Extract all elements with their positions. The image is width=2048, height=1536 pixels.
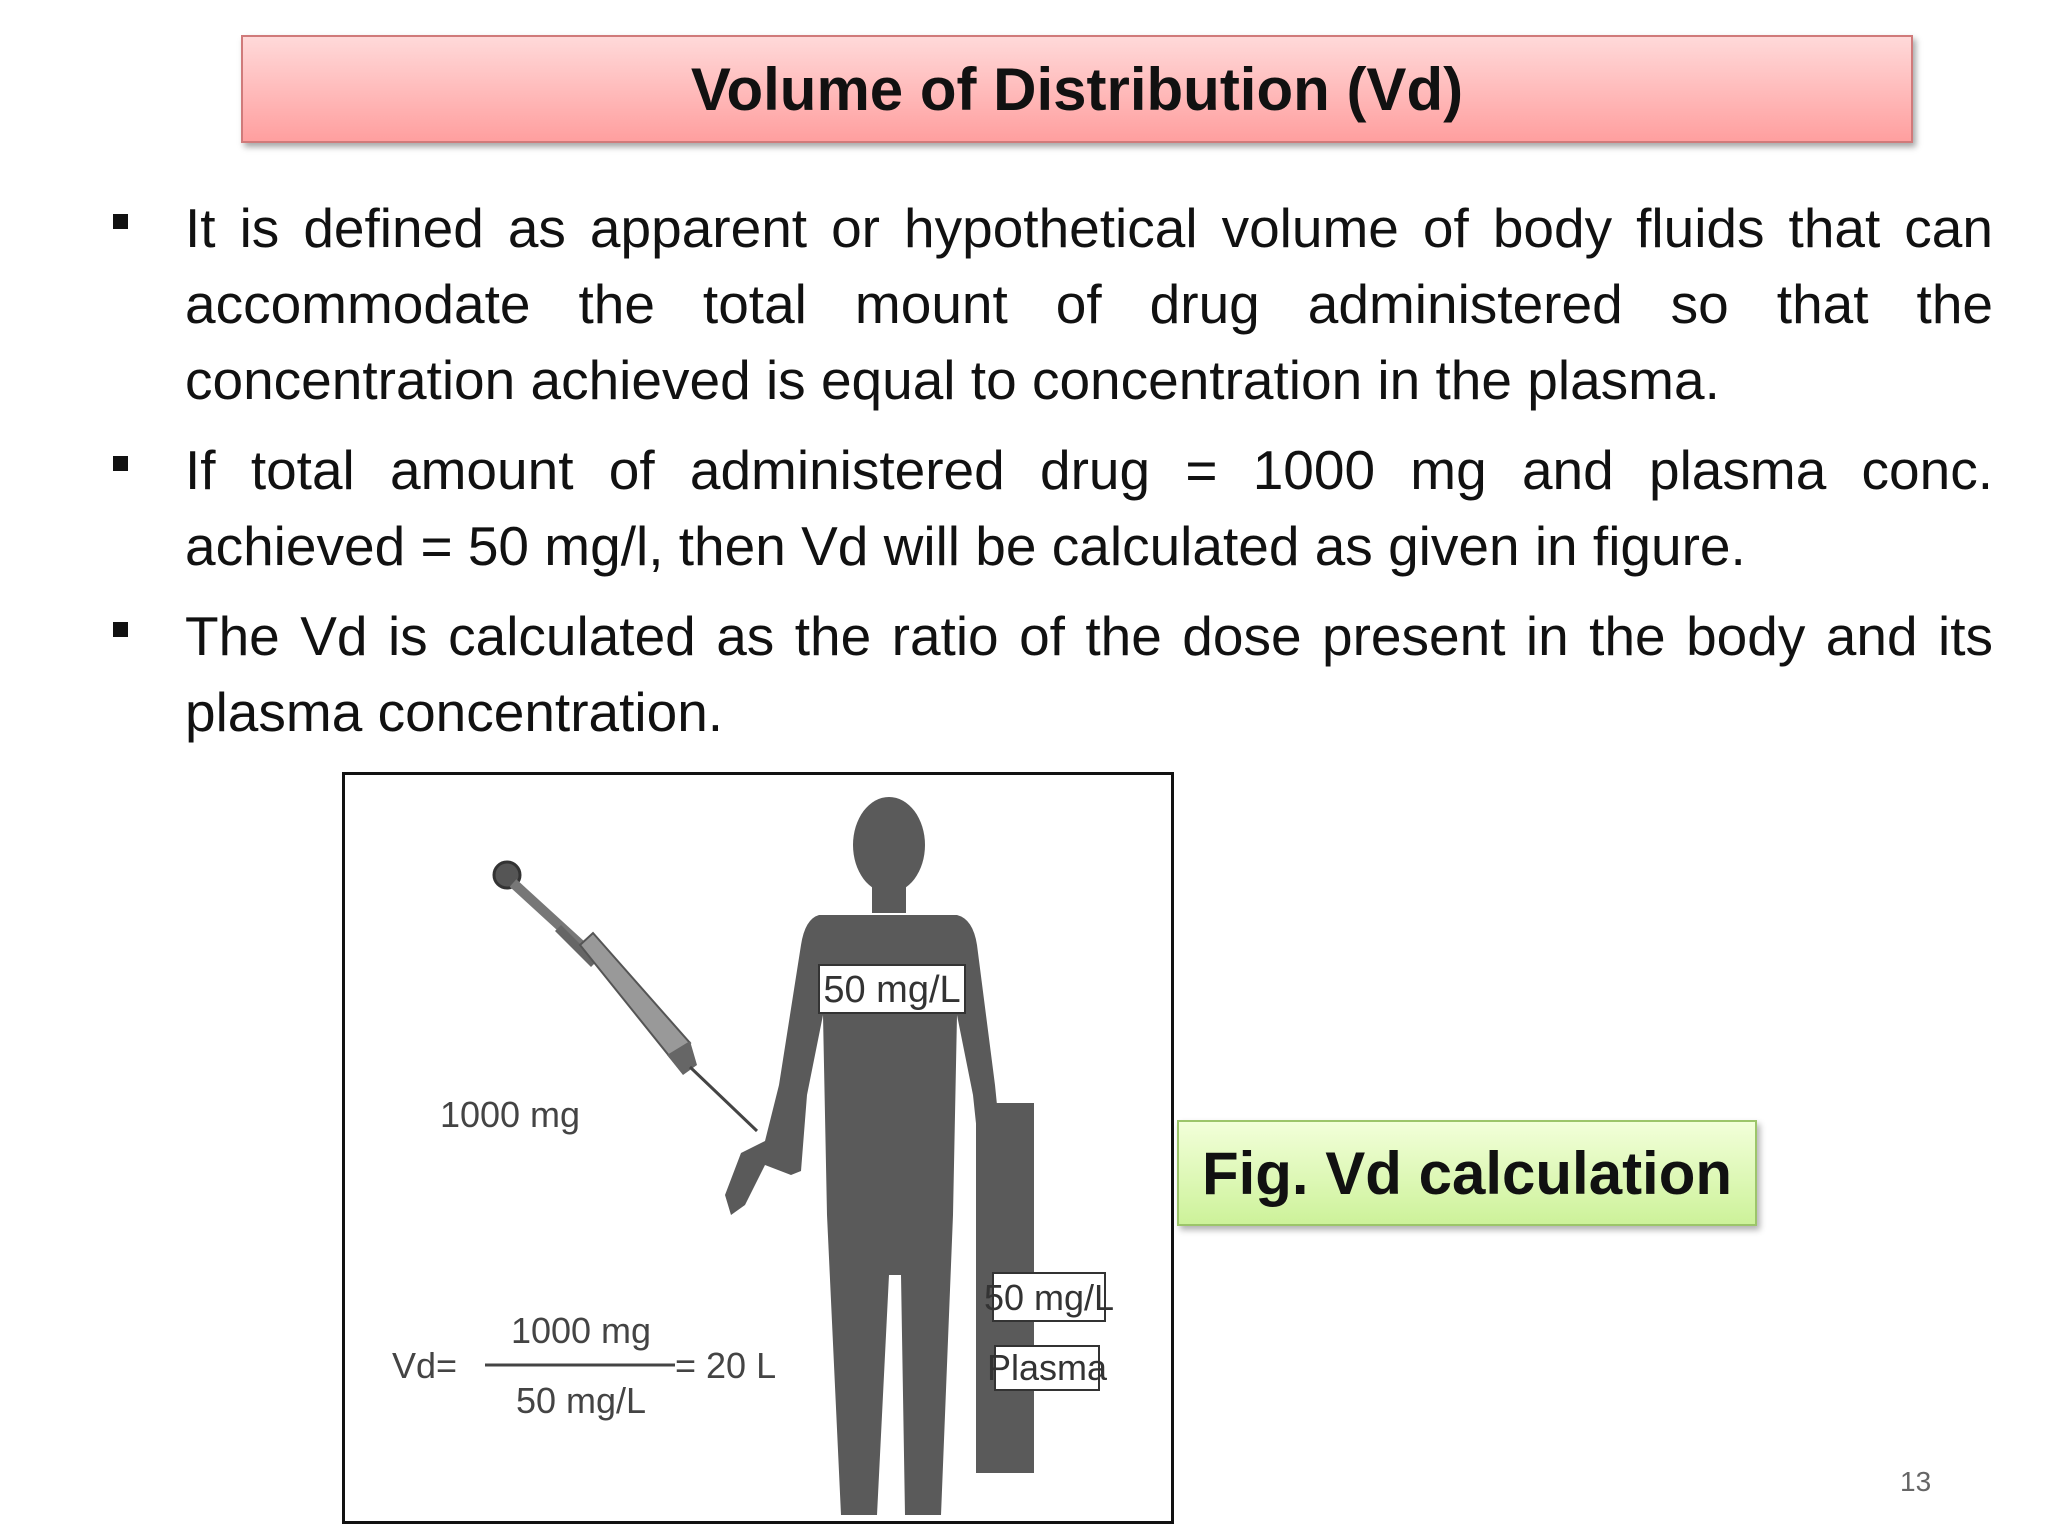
slide-title: Volume of Distribution (Vd): [690, 55, 1464, 123]
title-box: [241, 35, 1913, 143]
plasma-label: Plasma: [986, 1347, 1108, 1388]
bullet-marker: [113, 622, 128, 637]
human-body-silhouette: [725, 797, 1003, 1515]
bullet-marker: [113, 456, 128, 471]
formula-denominator: 50 mg/L: [515, 1380, 647, 1421]
vd-figure: [342, 772, 1174, 1524]
syringe-icon: [494, 862, 757, 1131]
formula-numerator: 1000 mg: [510, 1310, 652, 1351]
formula-result: = 20 L: [675, 1345, 777, 1386]
dose-label: 1000 mg: [439, 1094, 581, 1135]
formula-lhs: Vd=: [392, 1345, 458, 1386]
body-conc-label: 50 mg/L: [823, 969, 961, 1011]
bullet-text-2: If total amount of administered drug = 1000 mg and plasma conc. achieved = 50 mg/l, then Vd will be calculated as given in figure.: [185, 439, 1993, 577]
bullet-text-1: It is defined as apparent or hypothetical volume of body fluids that can accommodate the total mount of drug administered so that the concentration achieved is equal to concentration in the plasma.: [185, 197, 1993, 411]
figure-caption: Fig. Vd calculation: [1201, 1139, 1733, 1207]
bullet-text-3: The Vd is calculated as the ratio of the dose present in the body and its plasma concentration.: [185, 605, 1993, 743]
page-number: 13: [1900, 1466, 1932, 1497]
bullet-marker: [113, 214, 128, 229]
figure-caption-box: [1177, 1120, 1757, 1226]
plasma-conc-label: 50 mg/L: [983, 1277, 1115, 1318]
vd-illustration: [345, 775, 1171, 1521]
